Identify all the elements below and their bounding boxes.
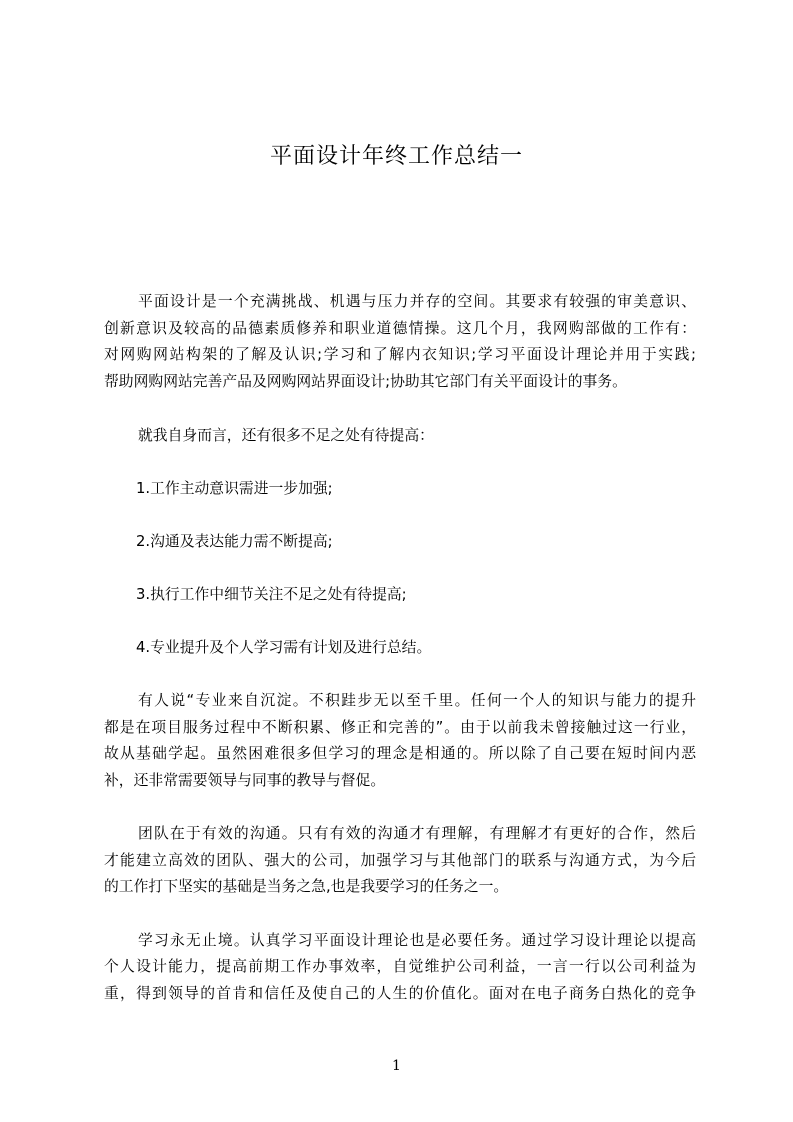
paragraph-1-line-3: 对网购网站构架的了解及认识;学习和了解内衣知识;学习平面设计理论并用于实践; [104, 346, 696, 363]
paragraph-3-line-2: 都是在项目服务过程中不断积累、修正和完善的”。由于以前我未曾接触过这一行业， [104, 719, 696, 736]
paragraph-3-line-3: 故从基础学起。虽然困难很多但学习的理念是相通的。所以除了自己要在短时间内恶 [104, 745, 696, 762]
paragraph-3-line-4: 补，还非常需要领导与同事的教导与督促。 [104, 772, 386, 789]
paragraph-1-line-1: 平面设计是一个充满挑战、机遇与压力并存的空间。其要求有较强的审美意识、 [138, 293, 696, 310]
list-item-2: 2.沟通及表达能力需不断提高; [136, 533, 333, 550]
paragraph-5-line-3: 重，得到领导的首肯和信任及使自己的人生的价值化。面对在电子商务白热化的竞争 [104, 985, 696, 1002]
list-item-1: 1.工作主动意识需进一步加强; [136, 480, 333, 497]
page-number: 1 [392, 1058, 401, 1074]
document-title: 平面设计年终工作总结一 [269, 144, 523, 169]
paragraph-4-line-2: 才能建立高效的团队、强大的公司，加强学习与其他部门的联系与沟通方式，为今后 [104, 852, 696, 869]
paragraph-1-line-4: 帮助网购网站完善产品及网购网站界面设计;协助其它部门有关平面设计的事务。 [104, 373, 627, 390]
paragraph-4-line-1: 团队在于有效的沟通。只有有效的沟通才有理解，有理解才有更好的合作，然后 [138, 825, 696, 842]
paragraph-1-line-2: 创新意识及较高的品德素质修养和职业道德情操。这几个月，我网购部做的工作有： [104, 320, 696, 337]
paragraph-5-line-1: 学习永无止境。认真学习平面设计理论也是必要任务。通过学习设计理论以提高 [138, 932, 696, 949]
list-item-4: 4.专业提升及个人学习需有计划及进行总结。 [136, 639, 432, 656]
paragraph-5-line-2: 个人设计能力，提高前期工作办事效率，自觉维护公司利益，一言一行以公司利益为 [104, 958, 696, 975]
paragraph-4-line-3: 的工作打下坚实的基础是当务之急,也是我要学习的任务之一。 [104, 878, 509, 895]
list-item-3: 3.执行工作中细节关注不足之处有待提高; [136, 586, 407, 603]
paragraph-2-line-1: 就我自身而言，还有很多不足之处有待提高： [138, 427, 434, 444]
paragraph-3-line-1: 有人说“专业来自沉淀。不积跬步无以至千里。任何一个人的知识与能力的提升 [138, 692, 696, 709]
